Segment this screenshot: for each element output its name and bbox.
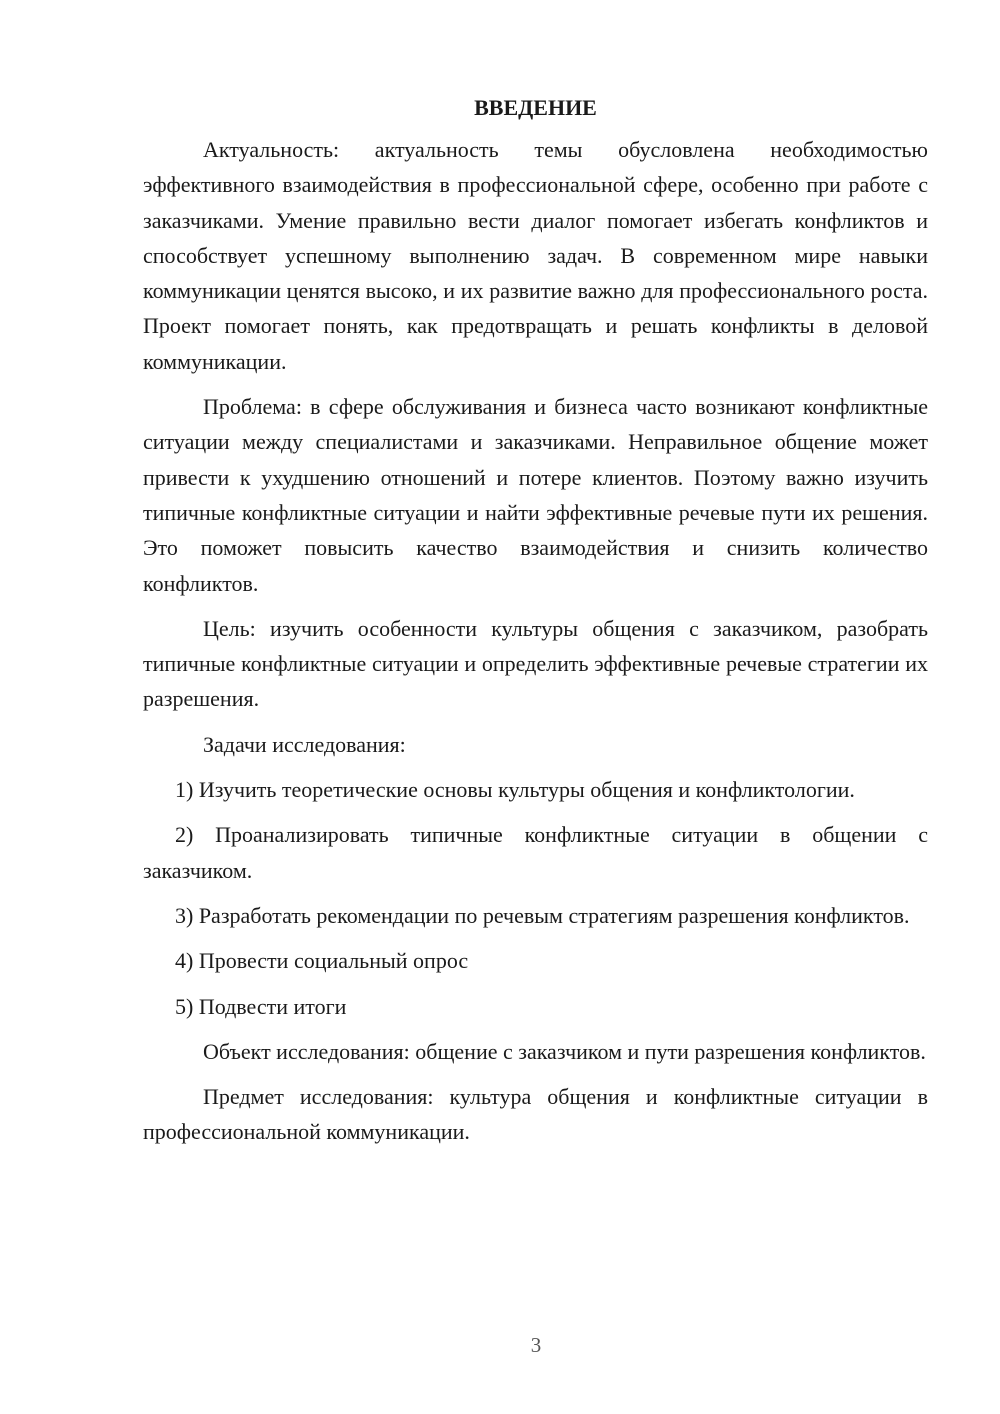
tasks-title: Задачи исследования: (203, 731, 406, 757)
list-item: 2) Проанализировать типичные конфликтные ситуации в общении с заказчиком. (143, 822, 928, 883)
paragraph-subject: Предмет исследования: культура общения и конфликтные ситуации в профессиональной коммуникации. (143, 1084, 928, 1145)
document-page (143, 93, 928, 1160)
paragraph-goal: Цель: изучить особенности культуры общения с заказчиком, разобрать типичные конфликтные ситуации и определить эффективные речевые стратегии их разрешения. (143, 615, 928, 712)
list-item: 5) Подвести итоги (175, 993, 347, 1019)
paragraph-object: Объект исследования: общение с заказчиком и пути разрешения конфликтов. (203, 1038, 926, 1064)
list-item: 1) Изучить теоретические основы культуры общения и конфликтологии. (175, 777, 855, 803)
page-number: 3 (530, 1333, 542, 1357)
tasks-list (143, 772, 928, 1024)
paragraph-relevance: Актуальность: актуальность темы обусловлена необходимостью эффективного взаимодействия в профессиональной сфере, особенно при работе с заказчиками. Умение правильно вести диалог помогает избегать конфликтов и способствует успешному выполнению задач. В современном мире навыки коммуникации ценятся высоко, и их развитие важно для профессионального роста. Проект помогает понять, как предотвращать и решать конфликты в деловой коммуникации. (143, 137, 928, 374)
list-item: 3) Разработать рекомендации по речевым стратегиям разрешения конфликтов. (175, 902, 910, 928)
paragraph-problem: Проблема: в сфере обслуживания и бизнеса часто возникают конфликтные ситуации между специалистами и заказчиками. Неправильное общение может привести к ухудшению отношений и потере клиентов. Поэтому важно изучить типичные конфликтные ситуации и найти эффективные речевые пути их решения. Это поможет повысить качество взаимодействия и снизить количество конфликтов. (143, 394, 928, 596)
section-heading: ВВЕДЕНИЕ (474, 95, 597, 120)
list-item: 4) Провести социальный опрос (175, 948, 469, 974)
